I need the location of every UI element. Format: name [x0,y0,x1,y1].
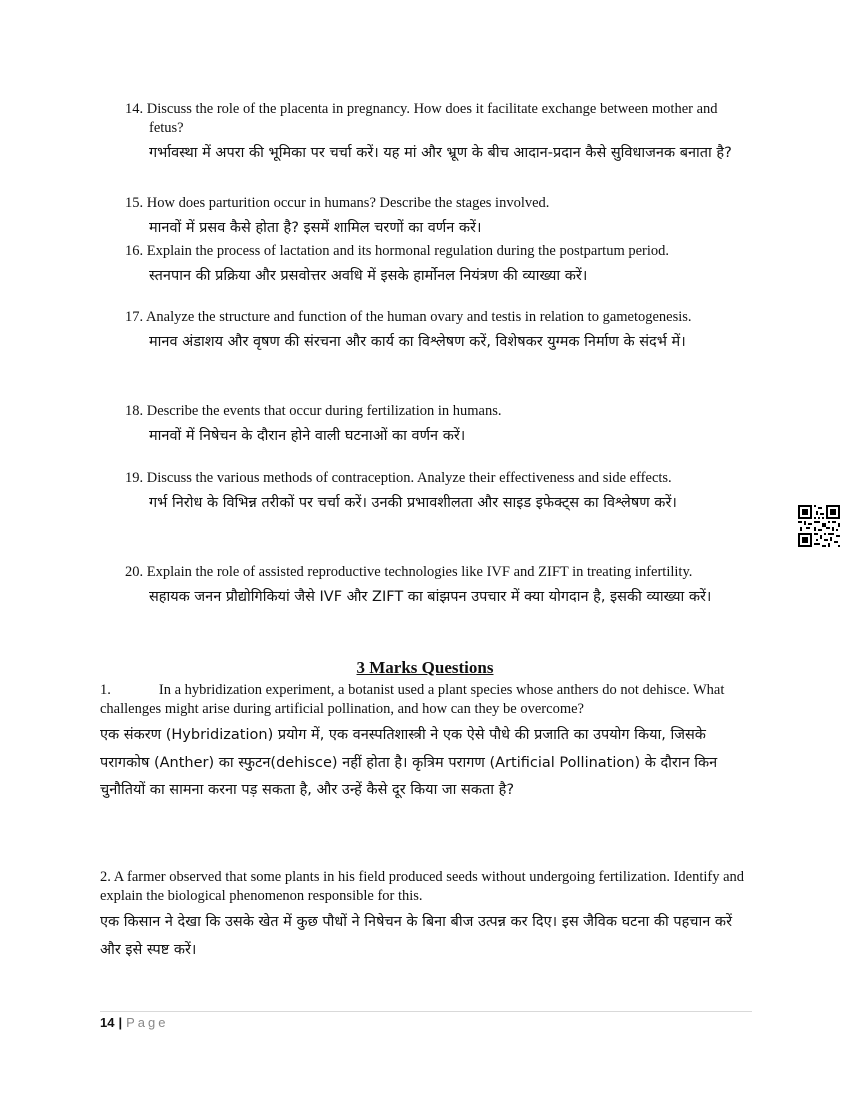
page-label: Page [126,1015,169,1030]
question-hindi: गर्भ निरोध के विभिन्न तरीकों पर चर्चा करें। उनकी प्रभावशीलता और साइड इफेक्ट्स का विश्लेषण करें। [149,495,677,511]
question-english: 17. Analyze the structure and function of the human ovary and testis in relation to gametogenesis. [125,309,692,325]
page-footer [100,1015,168,1030]
question-hindi: सहायक जनन प्रौद्योगिकियां जैसे IVF और ZIFT का बांझपन उपचार में क्या योगदान है, इसकी व्याख्या करें। [149,589,712,605]
question-english: 14. Discuss the role of the placenta in pregnancy. How does it facilitate exchange between mother and fetus? [125,101,718,136]
question-english: 20. Explain the role of assisted reproductive technologies like IVF and ZIFT in treating infertility. [125,564,693,580]
question-hindi: मानवों में प्रसव कैसे होता है? इसमें शामिल चरणों का वर्णन करें। [149,220,482,236]
question-english: 19. Discuss the various methods of contraception. Analyze their effectiveness and side effects. [125,470,672,486]
question-20 [125,563,745,611]
question-english: 18. Describe the events that occur during fertilization in humans. [125,403,502,419]
marks-question-2 [100,868,750,964]
section-heading: 3 Marks Questions [356,658,494,677]
question-hindi: मानव अंडाशय और वृषण की संरचना और कार्य का विश्लेषण करें, विशेषकर युग्मक निर्माण के संदर्भ में। [149,334,686,350]
question-17 [125,308,745,356]
question-english: 16. Explain the process of lactation and its hormonal regulation during the postpartum period. [125,243,670,259]
footer-separator: | [118,1015,123,1030]
question-english: 1. In a hybridization experiment, a botanist used a plant species whose anthers do not dehisce. What challenges might arise during artificial pollination, and how can they be overcome? [100,682,725,717]
question-16 [125,242,745,290]
footer-divider [100,1011,752,1012]
question-hindi: मानवों में निषेचन के दौरान होने वाली घटनाओं का वर्णन करें। [149,428,466,444]
question-hindi: एक संकरण (Hybridization) प्रयोग में, एक वनस्पतिशास्त्री ने एक ऐसे पौधे की प्रजाति का उपयोग किया, जिसके परागकोष (Anther) का स्फुटन(dehisce) नहीं होता है। कृत्रिम परागण (Artificial Pollination) के दौरान किन चुनौतियों का सामना करना पड़ सकता है, और उन्हें कैसे दूर किया जा सकता है? [100,727,718,798]
question-18 [125,402,745,450]
qr-code-icon [798,505,840,547]
question-english: 2. A farmer observed that some plants in his field produced seeds without undergoing fertilization. Identify and explain the biological phenomenon responsible for this. [100,869,745,904]
marks-question-1 [100,681,750,805]
question-15 [125,194,745,242]
question-14 [125,100,745,167]
question-hindi: स्तनपान की प्रक्रिया और प्रसवोत्तर अवधि में इसके हार्मोनल नियंत्रण की व्याख्या करें। [149,268,588,284]
question-hindi: गर्भावस्था में अपरा की भूमिका पर चर्चा करें। यह मां और भ्रूण के बीच आदान-प्रदान कैसे सुविधाजनक बनाता है? [149,145,732,161]
question-hindi: एक किसान ने देखा कि उसके खेत में कुछ पौधों ने निषेचन के बिना बीज उत्पन्न कर दिए। इस जैविक घटना की पहचान करें और इसे स्पष्ट करें। [100,914,732,958]
page-number: 14 [100,1015,115,1030]
question-19 [125,469,745,517]
question-english: 15. How does parturition occur in humans? Describe the stages involved. [125,195,550,211]
